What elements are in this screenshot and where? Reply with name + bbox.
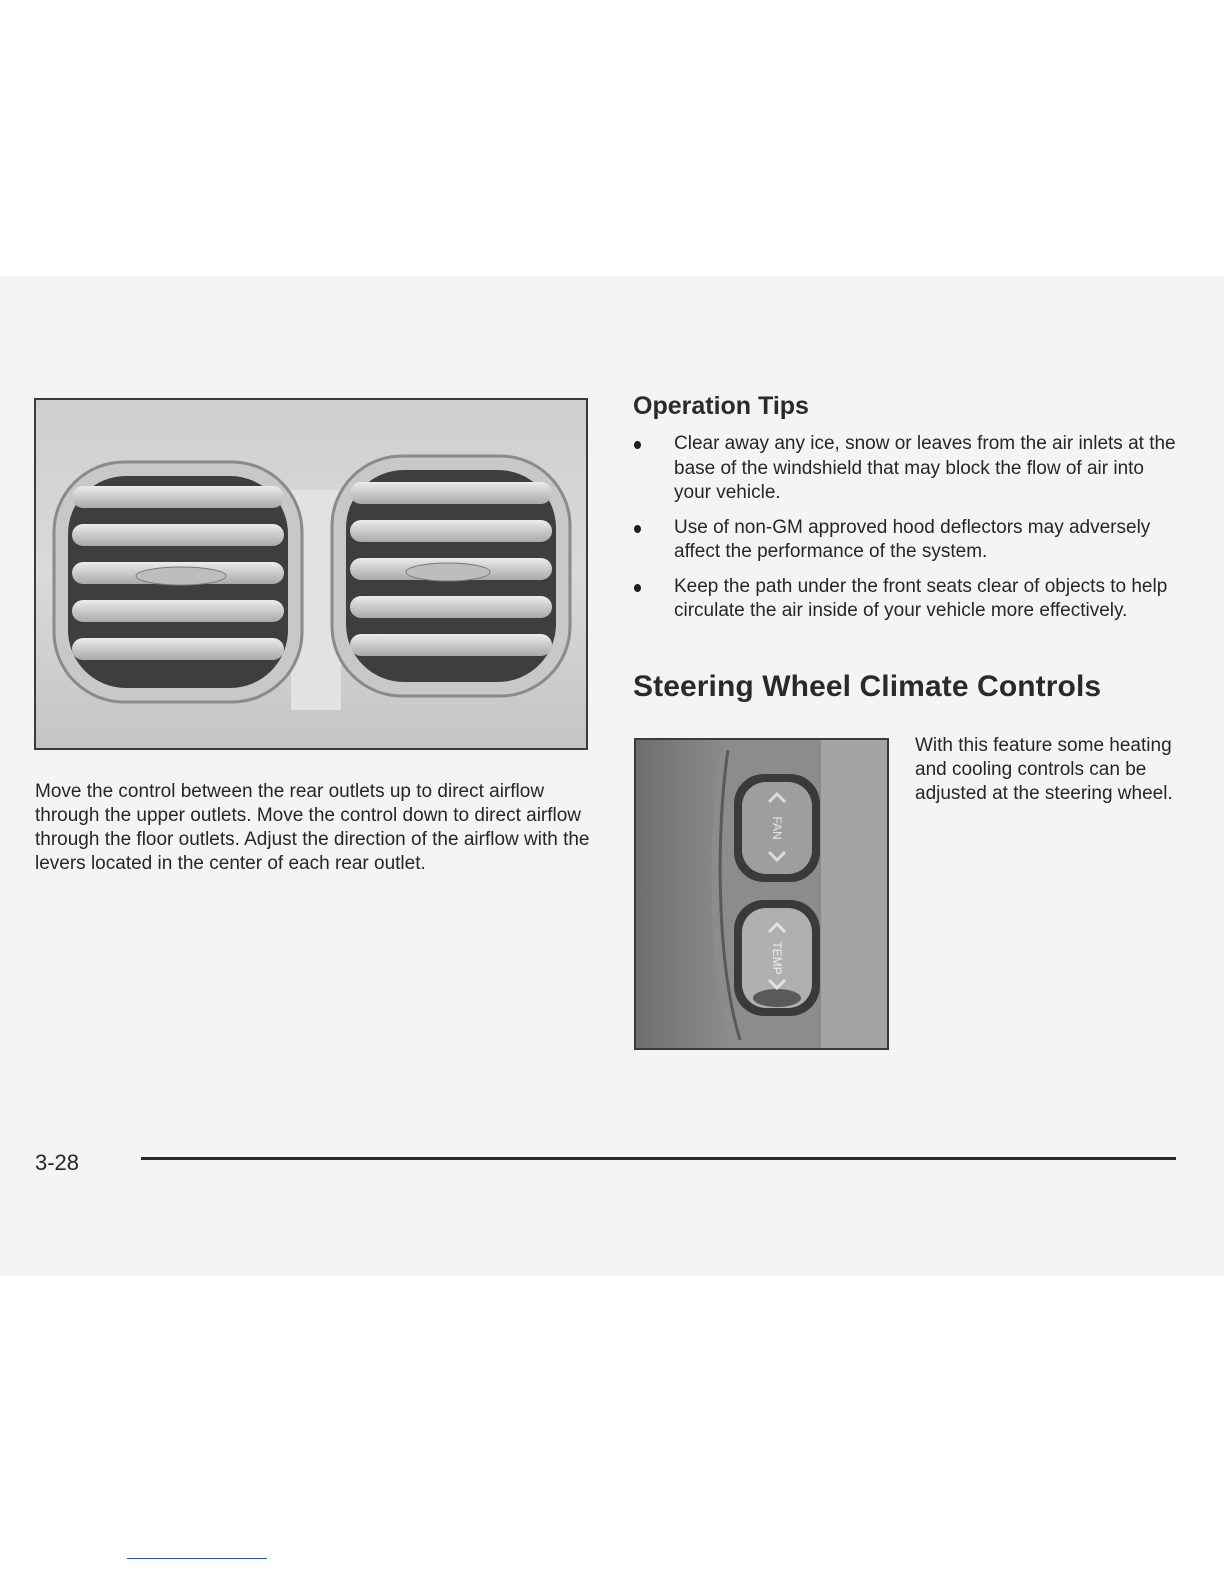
tip-text: Use of non-GM approved hood deflectors may adversely affect the performance of the system. <box>674 516 1151 562</box>
footer-divider <box>141 1157 1176 1160</box>
steering-wheel-climate-controls-heading: Steering Wheel Climate Controls <box>633 670 1102 703</box>
temp-button-label: TEMP <box>770 941 784 975</box>
tip-text: Keep the path under the front seats clear of objects to help circulate the air inside of your vehicle more effectively. <box>674 575 1168 621</box>
fan-button-label: FAN <box>770 816 784 840</box>
operation-tips-heading: Operation Tips <box>633 392 809 420</box>
bullet-icon <box>634 441 641 449</box>
steering-controls-description: With this feature some heating and cooling controls can be adjusted at the steering wheel. <box>915 735 1173 804</box>
tip-text: Clear away any ice, snow or leaves from the air inlets at the base of the windshield that may block the flow of air into your vehicle. <box>674 433 1176 503</box>
vent-caption: Move the control between the rear outlets up to direct airflow through the upper outlets. Move the control down to direct airflow through the floor outlets. Adjust the direction of the airflow with the levers located in the center of each rear outlet. <box>35 781 590 874</box>
bullet-icon <box>634 525 641 533</box>
bullet-icon <box>634 584 641 592</box>
list-item <box>634 575 1184 624</box>
rear-air-outlets-photo <box>34 398 588 750</box>
page-number: 3-28 <box>35 1150 80 1175</box>
list-item <box>634 432 1184 506</box>
list-item <box>634 516 1184 565</box>
link-underline <box>127 1558 267 1559</box>
steering-wheel-controls-photo <box>634 738 889 1050</box>
operation-tips-list <box>634 432 1184 634</box>
